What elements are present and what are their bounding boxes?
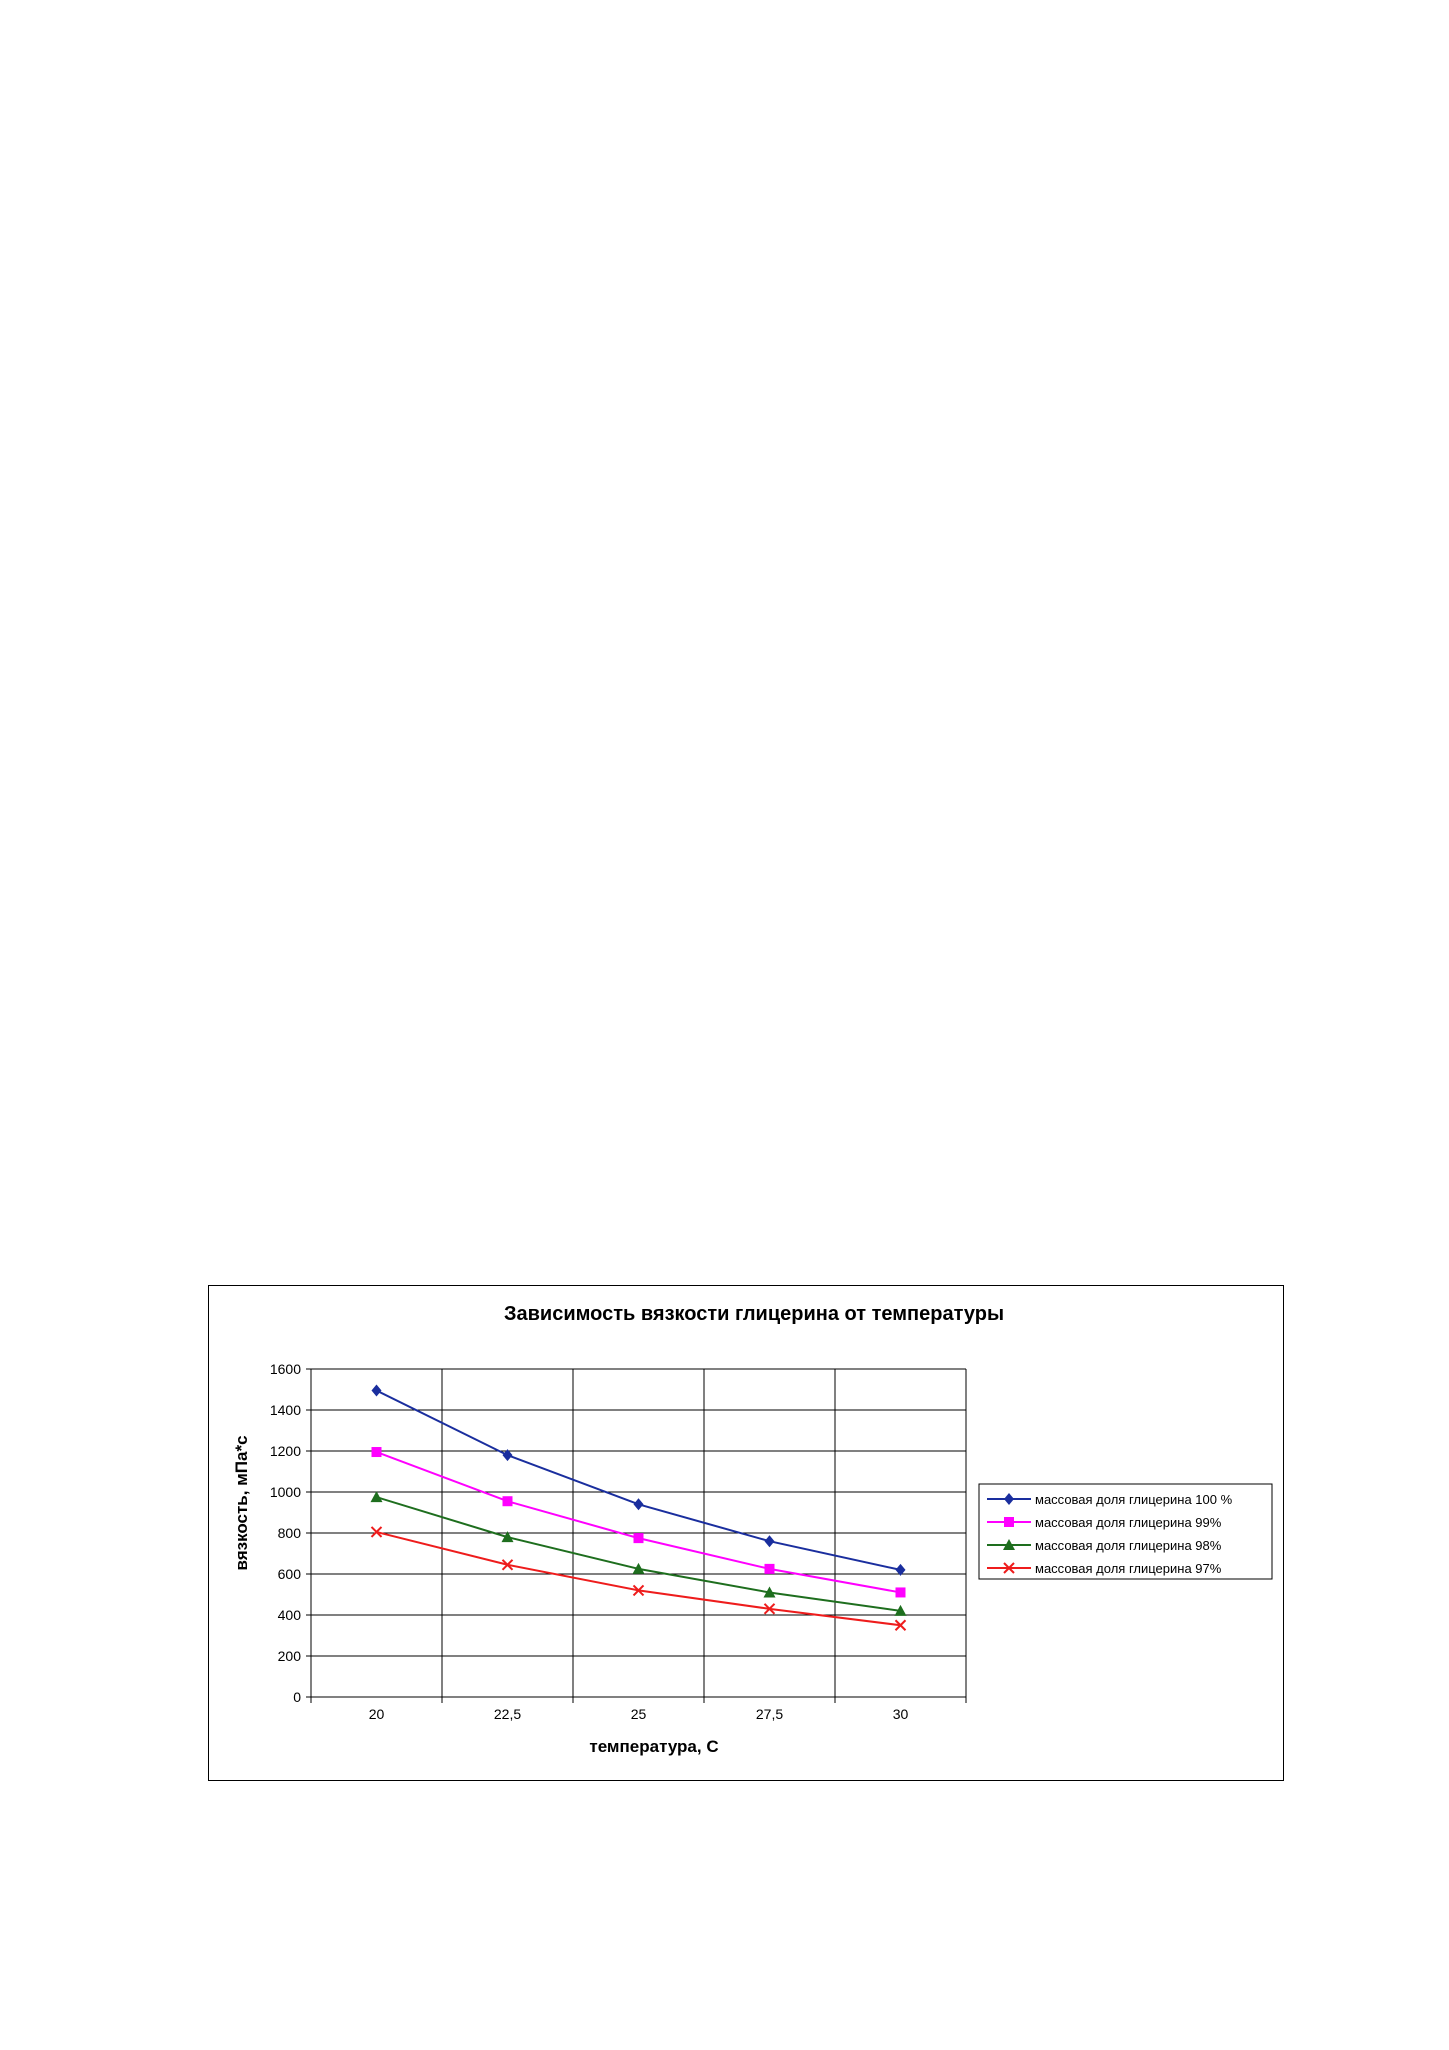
x-tick-label: 27,5 [755,1706,784,1722]
x-tick-label: 30 [892,1706,909,1722]
y-tick-label: 600 [277,1566,301,1582]
data-point [896,1587,906,1597]
y-axis-title: вязкость, мПа*с [232,1435,251,1571]
chart-frame [208,1285,1284,1781]
data-point [634,1533,644,1543]
x-tick-label: 22,5 [493,1706,522,1722]
x-tick-label: 25 [630,1706,647,1722]
data-point [372,1447,382,1457]
data-point [371,1491,383,1502]
y-tick-label: 800 [277,1525,301,1541]
legend-label: массовая доля глицерина 100 % [1035,1492,1233,1507]
data-point [634,1498,644,1510]
series-2 [372,1447,906,1597]
y-tick-label: 400 [277,1607,301,1623]
y-tick-label: 1200 [269,1443,301,1459]
legend-label: массовая доля глицерина 97% [1035,1561,1222,1576]
legend-marker [1004,1517,1014,1527]
data-point [503,1496,513,1506]
grid [311,1369,966,1697]
line-chart [209,1286,1283,1780]
y-tick-label: 1000 [269,1484,301,1500]
y-tick-label: 1400 [269,1402,301,1418]
x-axis-title: температура, С [589,1737,719,1756]
y-tick-label: 200 [277,1648,301,1664]
legend [979,1484,1272,1579]
legend-label: массовая доля глицерина 99% [1035,1515,1222,1530]
y-tick-label: 1600 [269,1361,301,1377]
legend-label: массовая доля глицерина 98% [1035,1538,1222,1553]
data-point [765,1535,775,1547]
chart-title: Зависимость вязкости глицерина от температуры [503,1303,1005,1325]
series-line [377,1497,901,1611]
data-point [372,1385,382,1397]
x-tick-label: 20 [368,1706,385,1722]
y-tick-label: 0 [293,1689,301,1705]
y-tick-labels [270,1361,301,1705]
data-point [765,1564,775,1574]
x-tick-labels [369,1706,909,1722]
series [371,1385,907,1631]
